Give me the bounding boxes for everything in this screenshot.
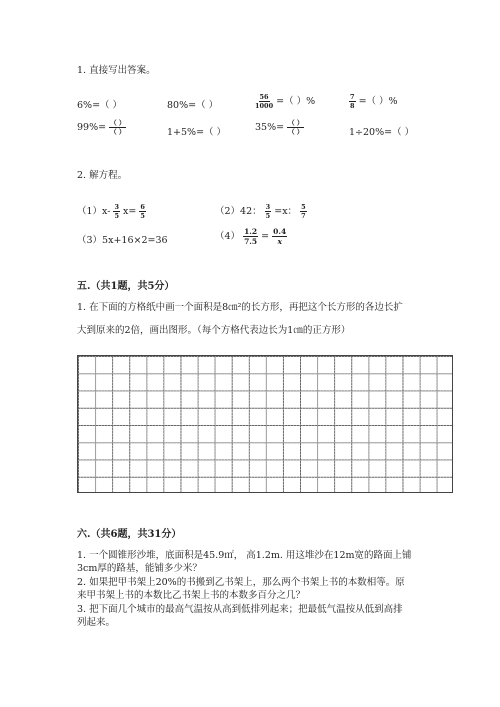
equation-2: （2）42： $\frac{3}{5}$ =x： $\frac{5}{7}$ <box>215 203 306 220</box>
section-6-p2-line-1: 2. 如果把甲书架上20%的书搬到乙书架上，那么两个书架上书的本数相等。原 <box>77 577 405 588</box>
q1-item-5: 99%= $\frac{( )}{( )}$ <box>77 119 126 136</box>
q1-item-3: $\frac{56}{1000}$ =（ ）% <box>255 93 316 110</box>
q1-item-2: 80%=（ ） <box>167 100 219 111</box>
q1-title: 1. 直接写出答案。 <box>77 65 156 76</box>
equation-3: （3）5x+16×2=36 <box>77 235 168 246</box>
section-5-line-1: 1. 在下面的方格纸中画一个面积是8㎝²的长方形，再把这个长方形的各边长扩 <box>77 302 403 313</box>
section-5-line-2: 大到原来的2倍，画出图形。（每个方格代表边长为1㎝的正方形） <box>77 325 351 336</box>
section-6-p1-line-1: 1. 一个圆锥形沙堆，底面积是45.9㎡， 高1.2m. 用这堆沙在12m宽的路面上铺 <box>77 550 412 561</box>
section-6-heading: 六.（共6题，共31分） <box>77 529 182 540</box>
section-6-p3-line-2: 列起来。 <box>77 617 116 628</box>
section-5-heading: 五.（共1题，共5分） <box>77 281 175 292</box>
section-6-p3-line-1: 3. 把下面几个城市的最高气温按从高到低排列起来；把最低气温按从低到高排 <box>77 604 403 615</box>
equation-1: （1）x- $\frac{3}{5}$ x= $\frac{6}{5}$ <box>77 203 145 220</box>
equation-4: （4） $\frac{1.2}{7.5}$ = $\frac{0.4}{x}$ <box>215 227 287 246</box>
section-6-p2-line-2: 来甲书架上书的本数比乙书架上书的本数多百分之几？ <box>77 590 306 601</box>
q1-item-7: 35%= $\frac{( )}{( )}$ <box>255 119 304 136</box>
q1-item-6: 1+5%=（ ） <box>167 127 227 138</box>
q1-item-8: 1÷20%=（ ） <box>349 127 415 138</box>
square-grid[interactable] <box>77 355 453 493</box>
q2-title: 2. 解方程。 <box>77 170 128 181</box>
q1-item-4: $\frac{7}{8}$ =（ ）% <box>350 93 398 110</box>
q1-item-1: 6%=（ ） <box>77 100 123 111</box>
section-6-p1-line-2: 3cm厚的路基，能铺多少米？ <box>77 563 202 574</box>
